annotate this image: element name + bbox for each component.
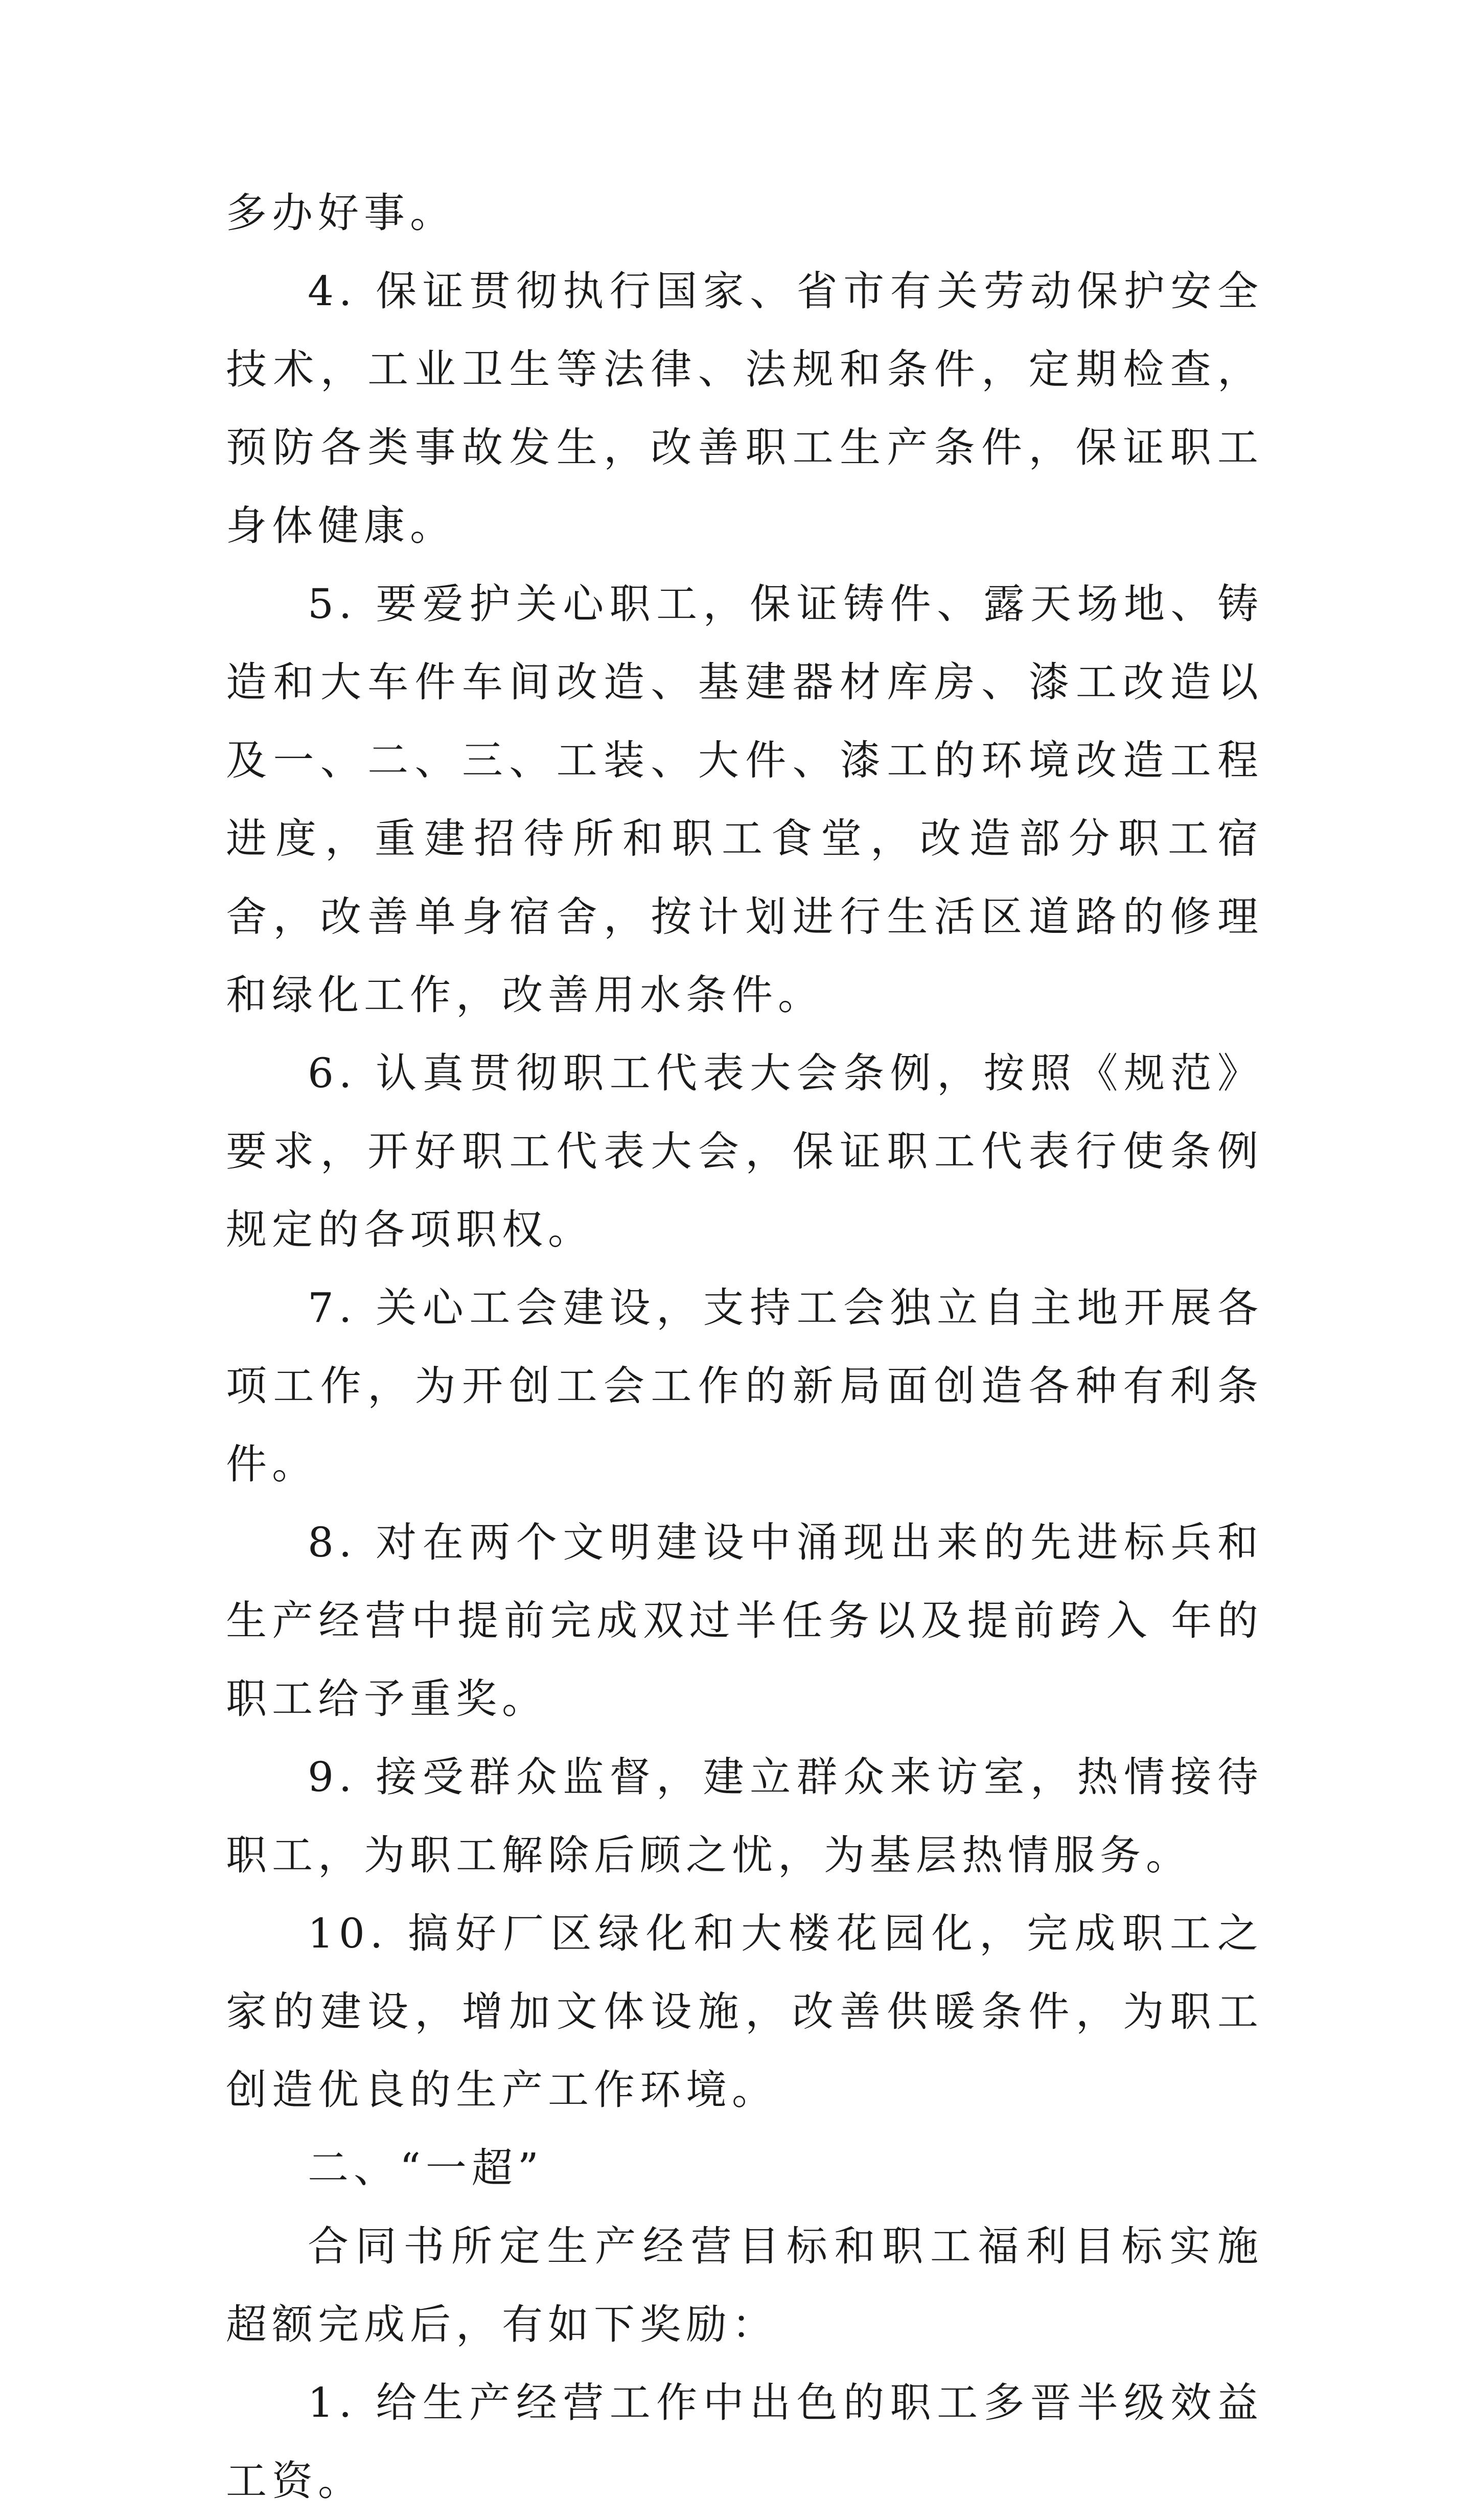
paragraph-item-4: 4. 保证贯彻执行国家、省市有关劳动保护安全技术，工业卫生等法律、法规和条件，定期检查，预防各类事故发生，改善职工生产条件，保证职工身体健康。 [226,267,1263,549]
paragraph-item-5: 5. 要爱护关心职工，保证铸件、露天场地、铸造和大车件车间改造、基建器材库房、漆工改造以及一、二、三、工装、大件、漆工的环境改造工程进度，重建招待所和职工食堂，改造部分职工宿舍，改善单身宿舍，按计划进行生活区道路的修理和绿化工作，改善用水条件。 [226,580,1263,1019]
section-heading: 二、“一超” [308,2144,544,2192]
paragraph-item-8: 8. 对在两个文明建设中涌现出来的先进标兵和生产经营中提前完成双过半任务以及提前跨入 年的职工给予重奖。 [226,1519,1263,1723]
paragraph-item-6: 6. 认真贯彻职工代表大会条例，按照《规范》要求，开好职工代表大会，保证职工代表行使条例规定的各项职权。 [226,1049,1263,1253]
paragraph-item-10: 10. 搞好厂区绿化和大楼花园化，完成职工之家的建设，增加文体设施，改善供暖条件，为职工创造优良的生产工作环境。 [226,1910,1263,2114]
paragraph-item-9: 9. 接受群众监督，建立群众来访室，热情接待职工，为职工解除后顾之忧，为基层热情服务。 [226,1753,1263,1879]
document-body [226,174,1263,2520]
paragraph-reward-1: 1. 给生产经营工作中出色的职工多晋半级效益工资。 [226,2379,1263,2505]
paragraph-continuation: 多办好事。 [226,189,456,237]
paragraph-intro: 合同书所定生产经营目标和职工福利目标实施超额完成后，有如下奖励： [226,2223,1263,2348]
paragraph-item-7: 7. 关心工会建设，支持工会独立自主地开展各项工作，为开创工会工作的新局面创造各种有利条件。 [226,1284,1263,1488]
